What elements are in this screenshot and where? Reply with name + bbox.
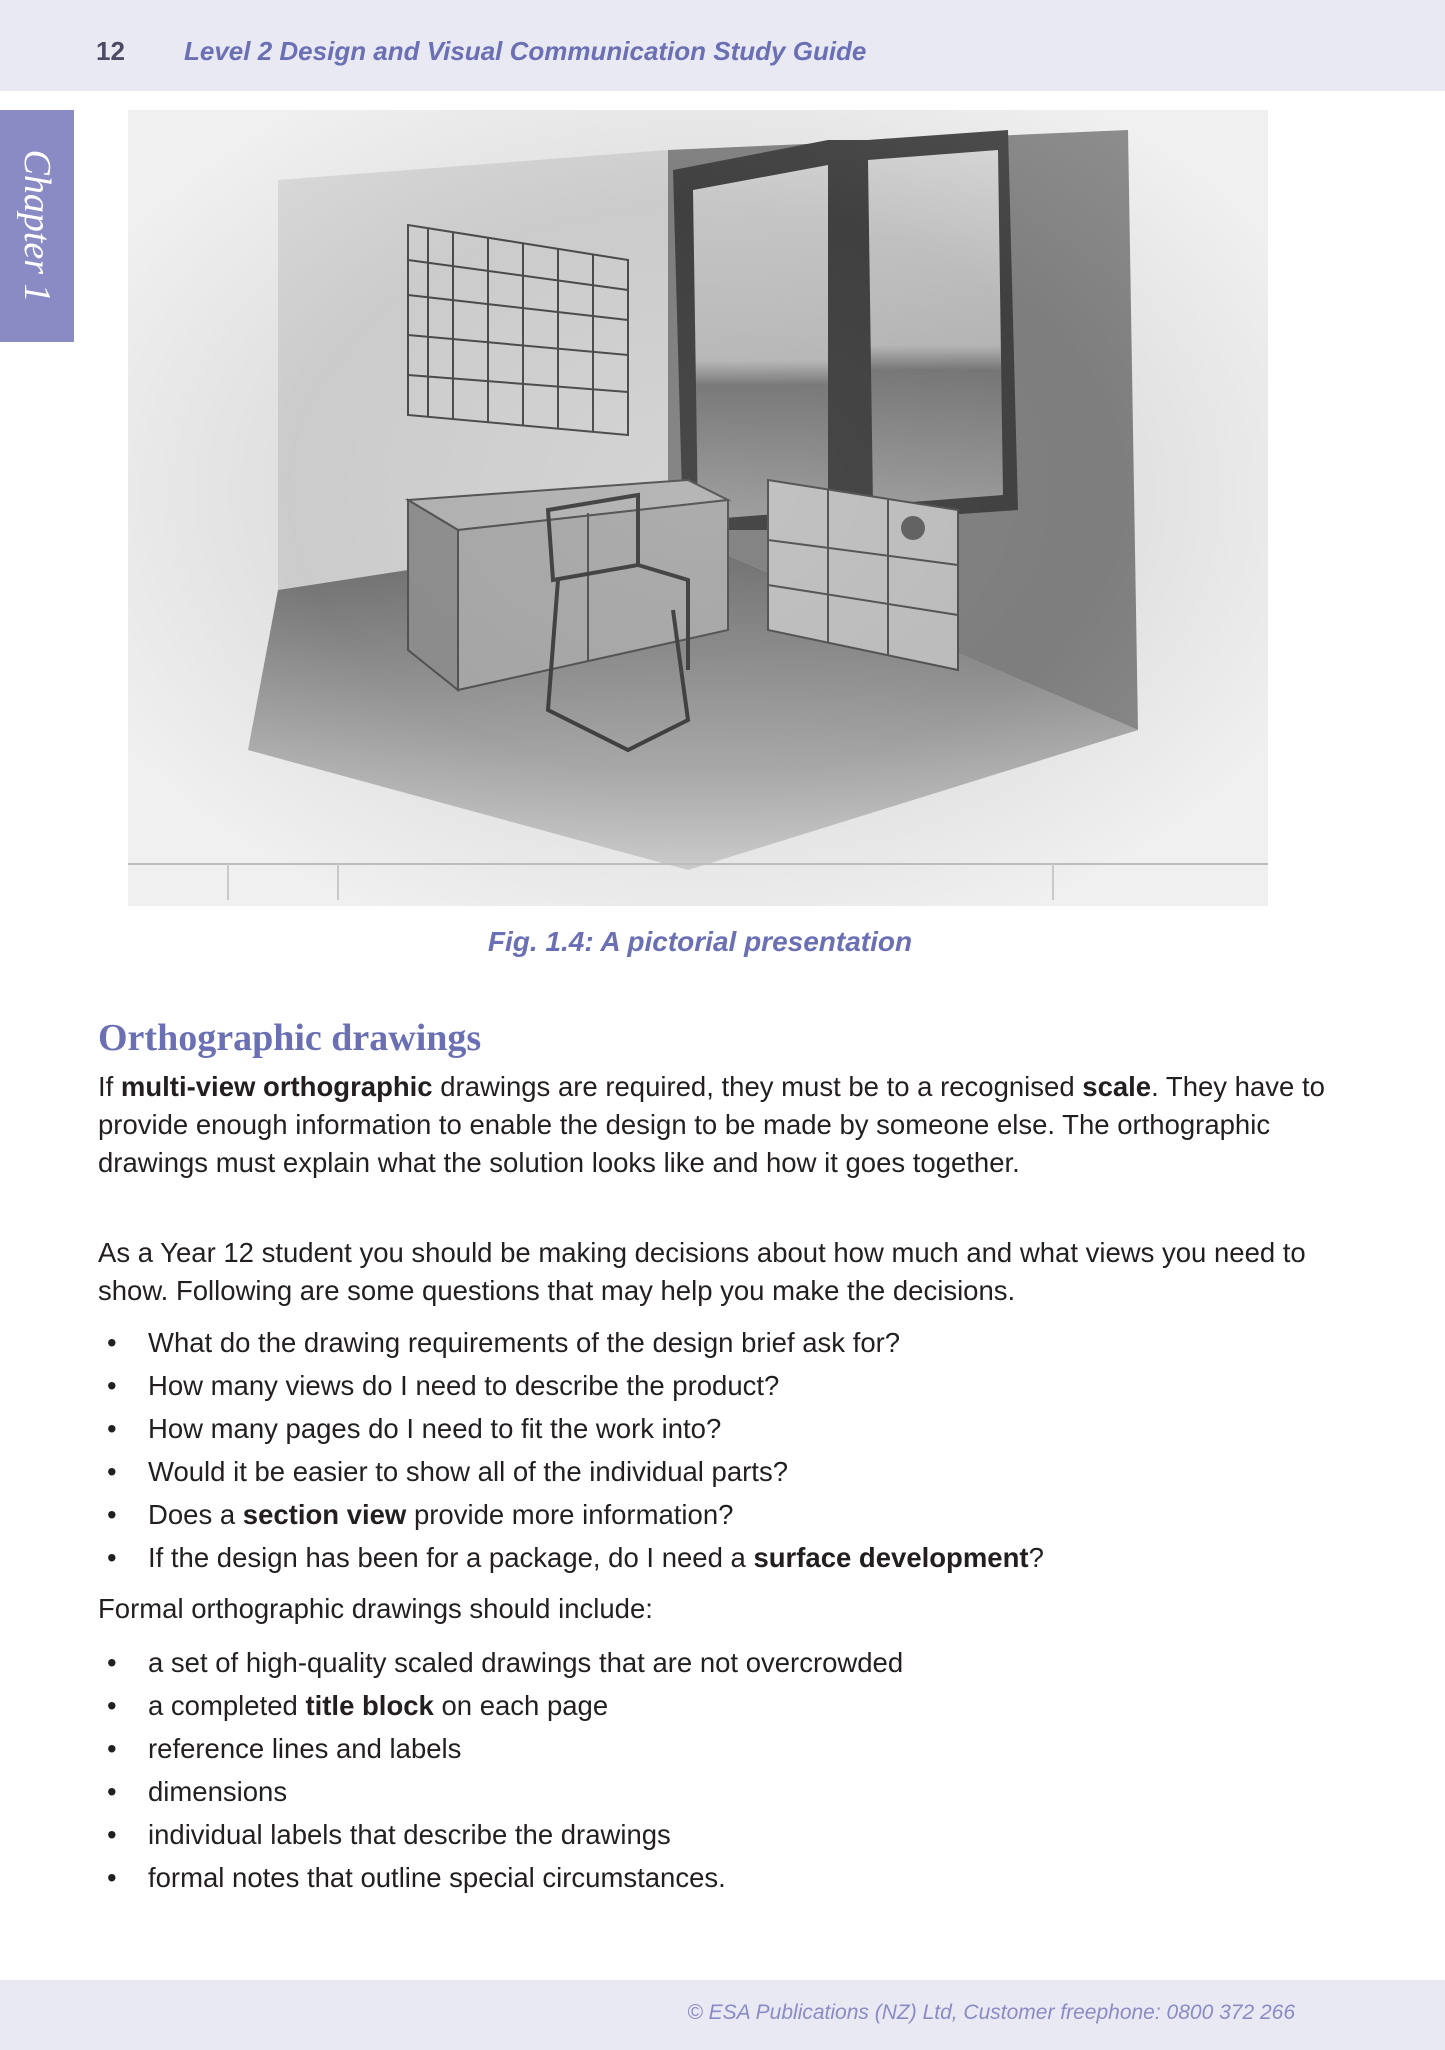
- list-item: [98, 1496, 1328, 1539]
- text-run: If the design has been for a package, do I need a: [148, 1542, 754, 1573]
- list-item-text: What do the drawing requirements of the design brief ask for?: [148, 1327, 901, 1358]
- list-item-text: individual labels that describe the drawings: [148, 1819, 671, 1850]
- bold-term: multi-view orthographic: [120, 1071, 433, 1102]
- bold-term: section view: [242, 1499, 407, 1530]
- bold-term: surface development: [753, 1542, 1029, 1573]
- chapter-tab-label: Chapter 1: [16, 149, 58, 303]
- list-item: [98, 1410, 1328, 1453]
- bold-term: title block: [305, 1690, 434, 1721]
- list-item: [98, 1687, 1328, 1730]
- paragraph-2: As a Year 12 student you should be making decisions about how much and what views you need to show. Following are some questions that may help you make the decisions.: [98, 1237, 1306, 1306]
- bullet-icon: •: [107, 1370, 117, 1401]
- bold-term: scale: [1082, 1071, 1152, 1102]
- list-item: [98, 1453, 1328, 1496]
- list-item-text: a set of high-quality scaled drawings that are not overcrowded: [148, 1647, 904, 1678]
- bullet-icon: •: [107, 1542, 117, 1573]
- bullet-icon: •: [107, 1862, 117, 1893]
- includes-list: [98, 1644, 1328, 1902]
- text-run: drawings are required, they must be to a recognised: [432, 1071, 1083, 1102]
- questions-list: [98, 1324, 1328, 1582]
- list-item: [98, 1539, 1328, 1582]
- paragraph-3: Formal orthographic drawings should include:: [98, 1593, 653, 1624]
- chapter-tab: [0, 110, 74, 342]
- list-item-text: dimensions: [148, 1776, 288, 1807]
- text-run: a completed: [148, 1690, 306, 1721]
- bullet-icon: •: [107, 1733, 117, 1764]
- list-item-text: Would it be easier to show all of the individual parts?: [148, 1456, 788, 1487]
- running-title: Level 2 Design and Visual Communication Study Guide: [184, 36, 867, 66]
- text-run: ?: [1028, 1542, 1044, 1573]
- bullet-icon: •: [107, 1647, 117, 1678]
- bullet-icon: •: [107, 1327, 117, 1358]
- text-run: on each page: [433, 1690, 609, 1721]
- bullet-icon: •: [107, 1499, 117, 1530]
- bullet-icon: •: [107, 1819, 117, 1850]
- bullet-icon: •: [107, 1413, 117, 1444]
- text-run: If: [98, 1071, 121, 1102]
- list-item: [98, 1644, 1328, 1687]
- list-item: [98, 1773, 1328, 1816]
- list-item-text: reference lines and labels: [148, 1733, 462, 1764]
- bullet-icon: •: [107, 1690, 117, 1721]
- list-item-text: How many pages do I need to fit the work into?: [148, 1413, 722, 1444]
- section-title: Orthographic drawings: [98, 1017, 482, 1059]
- list-item: [98, 1859, 1328, 1902]
- list-item: [98, 1730, 1328, 1773]
- list-item: [98, 1816, 1328, 1859]
- figure-caption: Fig. 1.4: A pictorial presentation: [487, 926, 913, 957]
- paragraph-1: [98, 1068, 1328, 1182]
- list-item-text: formal notes that outline special circumstances.: [148, 1862, 726, 1893]
- list-item: [98, 1367, 1328, 1410]
- list-item: [98, 1324, 1328, 1367]
- text-run: Does a: [148, 1499, 243, 1530]
- text-run: provide more information?: [406, 1499, 734, 1530]
- bullet-icon: •: [107, 1776, 117, 1807]
- list-item-text: How many views do I need to describe the product?: [148, 1370, 780, 1401]
- text-run: . They have to provide enough information to enable the design to be made by someone else. The orthographic drawings must explain what the solution looks like and how it goes together.: [98, 1071, 1325, 1178]
- pictorial-drawing-figure: [128, 110, 1268, 906]
- page-number: 12: [96, 36, 125, 66]
- footer-copyright: © ESA Publications (NZ) Ltd, Customer freephone: 0800 372 266: [687, 2001, 1295, 2024]
- pencil-room-sketch: [128, 110, 1268, 906]
- bullet-icon: •: [107, 1456, 117, 1487]
